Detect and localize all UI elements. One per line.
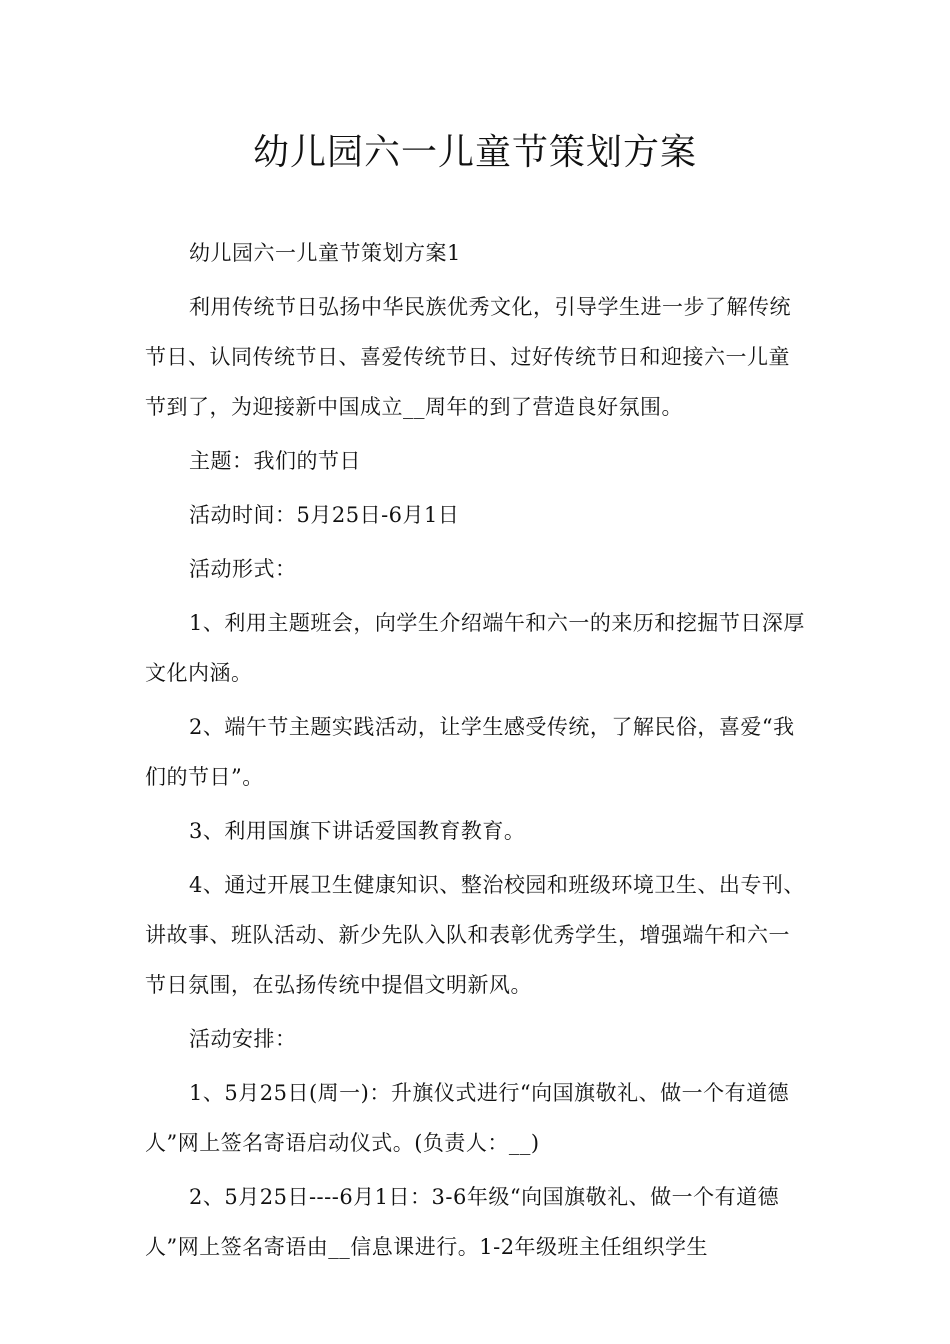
- paragraph: 1、5月25日(周一)：升旗仪式进行“向国旗敬礼、做一个有道德人”网上签名寄语启动仪式。(负责人：__): [145, 1081, 790, 1155]
- paragraph: 活动形式：: [189, 557, 297, 581]
- paragraph: 4、通过开展卫生健康知识、整治校园和班级环境卫生、出专刊、讲故事、班队活动、新少先队入队和表彰优秀学生，增强端午和六一节日氛围，在弘扬传统中提倡文明新风。: [145, 873, 805, 997]
- paragraph: 主题：我们的节日: [189, 449, 361, 473]
- paragraph: 活动时间：5月25日-6月1日: [189, 503, 460, 527]
- document-body: [145, 228, 805, 1276]
- paragraph: 利用传统节日弘扬中华民族优秀文化，引导学生进一步了解传统节日、认同传统节日、喜爱传统节日、过好传统节日和迎接六一儿童节到了，为迎接新中国成立__周年的到了营造良好氛围。: [145, 295, 791, 419]
- paragraph: 1、利用主题班会，向学生介绍端午和六一的来历和挖掘节日深厚文化内涵。: [145, 611, 805, 685]
- paragraph: 3、利用国旗下讲话爱国教育教育。: [189, 819, 526, 843]
- paragraph: 2、5月25日----6月1日：3-6年级“向国旗敬礼、做一个有道德人”网上签名寄语由__信息课进行。1-2年级班主任组织学生: [145, 1185, 780, 1259]
- document-title: 幼儿园六一儿童节策划方案: [252, 132, 697, 173]
- paragraph: 幼儿园六一儿童节策划方案1: [189, 241, 461, 265]
- paragraph: 2、端午节主题实践活动，让学生感受传统，了解民俗，喜爱“我们的节日”。: [145, 715, 795, 789]
- paragraph: 活动安排：: [189, 1027, 297, 1051]
